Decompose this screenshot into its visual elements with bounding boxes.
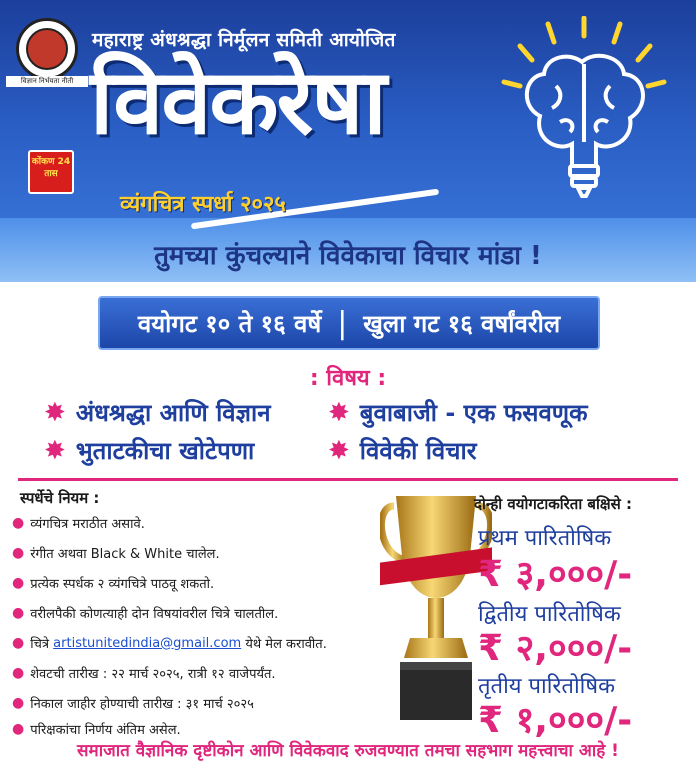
topic-item: [328, 434, 477, 467]
rule-text: वरीलपैकी कोणत्याही दोन विषयांवरील चित्रे चालतील.: [30, 607, 279, 622]
rule-text: रंगीत अथवा Black & White चालेल.: [30, 547, 220, 562]
trophy-icon: [380, 486, 492, 732]
bullet-icon: ●: [12, 721, 25, 737]
age-group-separator: |: [337, 305, 348, 341]
topics-heading: : विषय :: [309, 366, 387, 391]
footer-message: समाजात वैज्ञानिक दृष्टीकोन आणि विवेकवाद रुजवण्यात तमचा सहभाग महत्त्वाचा आहे !: [77, 741, 619, 761]
rule-text: परिक्षकांचा निर्णय अंतिम असेल.: [30, 723, 181, 738]
bullet-icon: ●: [12, 575, 25, 591]
rule-text: प्रत्येक स्पर्धक २ व्यंगचित्रे पाठवू शकतो.: [30, 577, 215, 592]
event-subtitle: व्यंगचित्र स्पर्धा २०२५: [120, 192, 286, 217]
rule-text: चित्रे: [30, 637, 50, 652]
slogan: तुमच्या कुंचल्याने विवेकाचा विचार मांडा !: [154, 241, 542, 271]
logo-caption: विज्ञान निर्भयता नीती: [6, 76, 88, 87]
rule-text: येथे मेल करावीत.: [245, 637, 327, 652]
brain-bulb-icon: [500, 16, 670, 216]
asterisk-icon: ✸: [44, 435, 66, 466]
prize-second-label: द्वितीय पारितोषिक: [478, 602, 621, 627]
age-group-open: खुला गट १६ वर्षांवरील: [363, 309, 561, 338]
rule-item: [12, 694, 432, 712]
section-divider: [18, 478, 678, 481]
bullet-icon: ●: [12, 515, 25, 531]
bullet-icon: ●: [12, 605, 25, 621]
rule-item: [12, 604, 432, 622]
asterisk-icon: ✸: [328, 397, 350, 428]
bullet-icon: ●: [12, 635, 25, 651]
topic-item: [44, 396, 271, 429]
topic-label: भुताटकीचा खोटेपणा: [75, 437, 255, 465]
email-link[interactable]: artistunitedindia@gmail.com: [53, 635, 242, 651]
prizes-title: दोन्ही वयोगटाकरिता बक्षिसे :: [474, 495, 632, 513]
rule-item-email: [12, 634, 432, 652]
topic-label: अंधश्रद्धा आणि विज्ञान: [75, 399, 271, 427]
organisation-logo: [16, 18, 78, 80]
prize-third-label: तृतीय पारितोषिक: [478, 674, 615, 699]
prize-first-label: प्रथम पारितोषिक: [478, 526, 612, 551]
topic-item: [328, 396, 588, 429]
prize-first-amount: ₹ ३,०००/-: [478, 554, 633, 595]
rule-item: [12, 544, 432, 562]
rule-text: निकाल जाहीर होण्याची तारीख : ३१ मार्च २०२५: [30, 697, 254, 712]
topic-label: बुवाबाजी - एक फसवणूक: [359, 399, 588, 427]
organiser-line: महाराष्ट्र अंधश्रद्धा निर्मूलन समिती आयोजित: [92, 29, 396, 51]
topic-item: [44, 434, 254, 467]
logo-emblem-icon: [26, 28, 68, 70]
asterisk-icon: ✸: [328, 435, 350, 466]
topic-label: विवेकी विचार: [359, 437, 477, 465]
rule-item: [12, 720, 432, 738]
asterisk-icon: ✸: [44, 397, 66, 428]
prize-second-amount: ₹ २,०००/-: [478, 628, 633, 669]
media-partner-badge: कोंकण 24 तास: [28, 150, 74, 194]
prize-third-amount: ₹ १,०००/-: [478, 700, 633, 741]
rule-item: [12, 514, 432, 532]
bullet-icon: ●: [12, 545, 25, 561]
age-groups-bar: [98, 296, 600, 350]
event-title: विवेकरेषा: [90, 50, 385, 155]
bullet-icon: ●: [12, 665, 25, 681]
age-group-junior: वयोगट १० ते १६ वर्षे: [137, 309, 322, 338]
rule-item: [12, 664, 432, 682]
rule-text: व्यंगचित्र मराठीत असावे.: [30, 517, 145, 532]
bullet-icon: ●: [12, 695, 25, 711]
rule-item: [12, 574, 432, 592]
rules-title: स्पर्धेचे नियम :: [20, 489, 100, 507]
rule-text: शेवटची तारीख : २२ मार्च २०२५, रात्री १२ वाजेपर्यंत.: [30, 667, 276, 682]
